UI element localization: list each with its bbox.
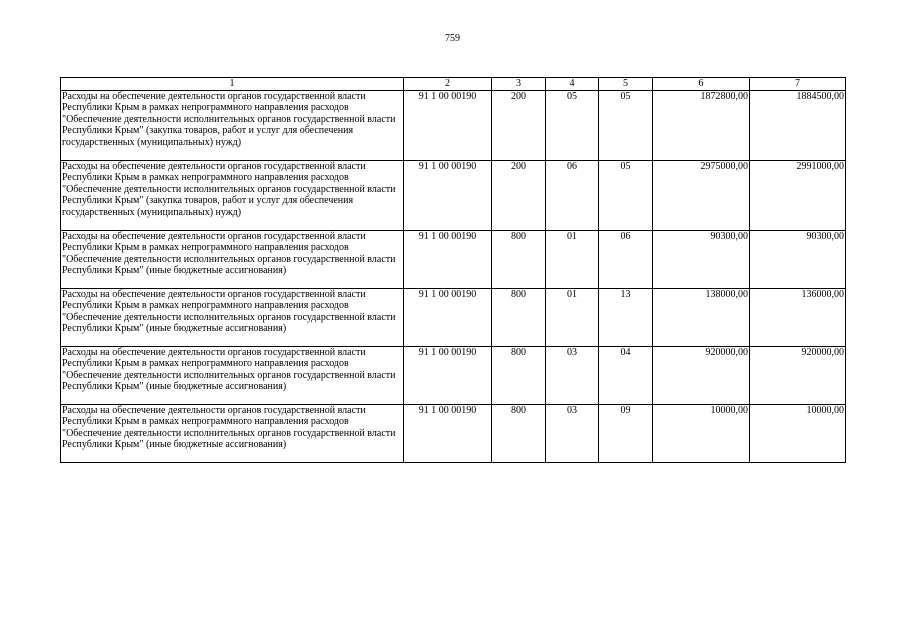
page-number: 759 — [445, 33, 460, 44]
section-code: 03 — [546, 347, 599, 405]
amount-col6: 1872800,00 — [653, 91, 750, 161]
subsection-code: 06 — [599, 231, 653, 289]
expense-type-code: 800 — [492, 405, 546, 463]
amount-col6: 920000,00 — [653, 347, 750, 405]
table-row — [61, 347, 846, 405]
header-cell-5: 5 — [599, 78, 653, 91]
expense-type-code: 800 — [492, 289, 546, 347]
expense-description: Расходы на обеспечение деятельности органов государственной власти Республики Крым в рамках непрограммного направления расходов "Обеспечение деятельности исполнительных органов государственной власти Республики Крым" (иные бюджетные ассигнования) — [61, 405, 404, 463]
expense-description: Расходы на обеспечение деятельности органов государственной власти Республики Крым в рамках непрограммного направления расходов "Обеспечение деятельности исполнительных органов государственной власти Республики Крым" (закупка товаров, работ и услуг для обеспечения государственных (муниципальных) нужд) — [61, 161, 404, 231]
header-cell-2: 2 — [404, 78, 492, 91]
header-cell-1: 1 — [61, 78, 404, 91]
target-article-code: 91 1 00 00190 — [404, 91, 492, 161]
section-code: 01 — [546, 289, 599, 347]
expense-description: Расходы на обеспечение деятельности органов государственной власти Республики Крым в рамках непрограммного направления расходов "Обеспечение деятельности исполнительных органов государственной власти Республики Крым" (иные бюджетные ассигнования) — [61, 347, 404, 405]
header-cell-7: 7 — [750, 78, 846, 91]
table-row — [61, 231, 846, 289]
table-row — [61, 405, 846, 463]
amount-col7: 90300,00 — [750, 231, 846, 289]
subsection-code: 09 — [599, 405, 653, 463]
target-article-code: 91 1 00 00190 — [404, 347, 492, 405]
amount-col6: 2975000,00 — [653, 161, 750, 231]
expense-type-code: 200 — [492, 161, 546, 231]
expense-description: Расходы на обеспечение деятельности органов государственной власти Республики Крым в рамках непрограммного направления расходов "Обеспечение деятельности исполнительных органов государственной власти Республики Крым" (иные бюджетные ассигнования) — [61, 231, 404, 289]
table-row — [61, 161, 846, 231]
target-article-code: 91 1 00 00190 — [404, 161, 492, 231]
amount-col7: 2991000,00 — [750, 161, 846, 231]
target-article-code: 91 1 00 00190 — [404, 289, 492, 347]
amount-col6: 138000,00 — [653, 289, 750, 347]
target-article-code: 91 1 00 00190 — [404, 405, 492, 463]
amount-col6: 10000,00 — [653, 405, 750, 463]
expense-description: Расходы на обеспечение деятельности органов государственной власти Республики Крым в рамках непрограммного направления расходов "Обеспечение деятельности исполнительных органов государственной власти Республики Крым" (иные бюджетные ассигнования) — [61, 289, 404, 347]
expense-type-code: 800 — [492, 347, 546, 405]
section-code: 03 — [546, 405, 599, 463]
subsection-code: 13 — [599, 289, 653, 347]
expense-description: Расходы на обеспечение деятельности органов государственной власти Республики Крым в рамках непрограммного направления расходов "Обеспечение деятельности исполнительных органов государственной власти Республики Крым" (закупка товаров, работ и услуг для обеспечения государственных (муниципальных) нужд) — [61, 91, 404, 161]
amount-col7: 136000,00 — [750, 289, 846, 347]
budget-table — [60, 77, 846, 463]
header-row — [61, 78, 846, 91]
expense-type-code: 800 — [492, 231, 546, 289]
table-row — [61, 289, 846, 347]
section-code: 05 — [546, 91, 599, 161]
subsection-code: 05 — [599, 161, 653, 231]
amount-col7: 920000,00 — [750, 347, 846, 405]
subsection-code: 04 — [599, 347, 653, 405]
amount-col6: 90300,00 — [653, 231, 750, 289]
header-cell-6: 6 — [653, 78, 750, 91]
expense-type-code: 200 — [492, 91, 546, 161]
amount-col7: 10000,00 — [750, 405, 846, 463]
table-row — [61, 91, 846, 161]
amount-col7: 1884500,00 — [750, 91, 846, 161]
subsection-code: 05 — [599, 91, 653, 161]
section-code: 01 — [546, 231, 599, 289]
header-cell-3: 3 — [492, 78, 546, 91]
target-article-code: 91 1 00 00190 — [404, 231, 492, 289]
section-code: 06 — [546, 161, 599, 231]
header-cell-4: 4 — [546, 78, 599, 91]
